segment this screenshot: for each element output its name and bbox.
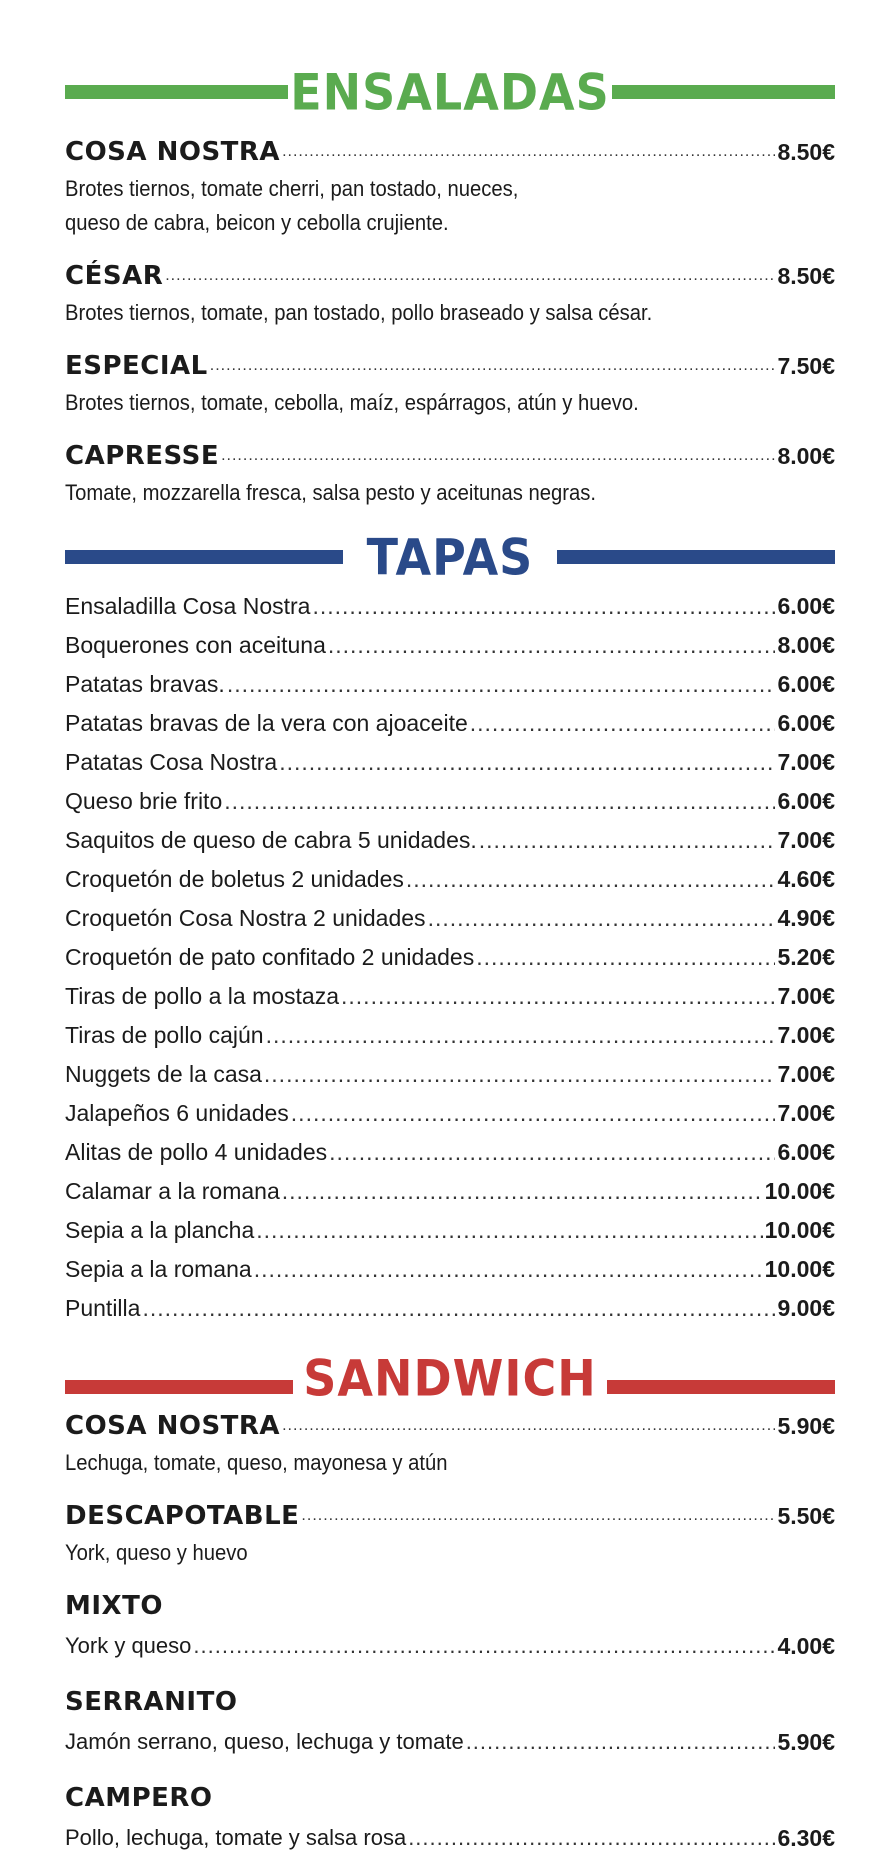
item-name: CÉSAR bbox=[65, 261, 164, 291]
item-description: Brotes tiernos, tomate, cebolla, maíz, espárragos, atún y huevo. bbox=[65, 390, 639, 415]
item-price: 6.00€ bbox=[777, 1139, 835, 1165]
item-name: Sepia a la romana bbox=[65, 1256, 252, 1282]
item-name: Patatas Cosa Nostra bbox=[65, 749, 278, 775]
list-item bbox=[65, 626, 835, 665]
leader-dots bbox=[221, 447, 775, 465]
leader-dots bbox=[282, 143, 775, 161]
item-price: 5.90€ bbox=[777, 1729, 835, 1755]
leader-dots bbox=[165, 267, 775, 285]
item-price: 9.00€ bbox=[777, 1295, 835, 1321]
leader-dots bbox=[256, 1217, 762, 1244]
leader-dots bbox=[408, 1821, 775, 1855]
list-item bbox=[65, 704, 835, 743]
leader-dots bbox=[341, 983, 775, 1010]
leader-dots bbox=[476, 944, 775, 971]
section-header-sandwich bbox=[65, 1350, 835, 1406]
item-price: 8.50€ bbox=[777, 262, 835, 289]
leader-dots bbox=[406, 866, 776, 893]
item-name: Queso brie frito bbox=[65, 788, 223, 814]
section-header-ensaladas bbox=[65, 64, 835, 120]
leader-dots bbox=[479, 827, 776, 854]
item-name: Patatas bravas. bbox=[65, 671, 225, 697]
item-price: 10.00€ bbox=[764, 1178, 835, 1204]
leader-dots bbox=[227, 671, 776, 698]
item-price: 4.00€ bbox=[777, 1633, 835, 1659]
item-price: 4.60€ bbox=[777, 866, 835, 892]
item-price: 5.50€ bbox=[777, 1502, 835, 1529]
menu-item bbox=[65, 132, 835, 240]
item-name: Nuggets de la casa bbox=[65, 1061, 262, 1087]
item-name: Croquetón de boletus 2 unidades bbox=[65, 866, 404, 892]
menu-item bbox=[65, 1496, 835, 1570]
item-price: 6.30€ bbox=[777, 1825, 835, 1851]
item-price: 10.00€ bbox=[764, 1256, 835, 1282]
item-name: Tiras de pollo cajún bbox=[65, 1022, 264, 1048]
list-item bbox=[65, 1094, 835, 1133]
leader-dots bbox=[279, 749, 775, 776]
menu-item bbox=[65, 436, 835, 510]
item-name: SERRANITO bbox=[65, 1687, 238, 1717]
item-price: 7.00€ bbox=[777, 749, 835, 775]
item-description: Brotes tiernos, tomate, pan tostado, pollo braseado y salsa césar. bbox=[65, 300, 653, 325]
item-name: DESCAPOTABLE bbox=[65, 1501, 300, 1531]
item-price: 5.20€ bbox=[777, 944, 835, 970]
item-price: 8.00€ bbox=[777, 442, 835, 469]
leader-dots bbox=[301, 1507, 775, 1525]
list-item bbox=[65, 587, 835, 626]
item-name: COSA NOSTRA bbox=[65, 137, 281, 167]
menu-item bbox=[65, 256, 835, 330]
leader-dots bbox=[291, 1100, 776, 1127]
item-price: 4.90€ bbox=[777, 905, 835, 931]
leader-dots bbox=[266, 1022, 776, 1049]
leader-dots bbox=[282, 1417, 775, 1435]
leader-dots bbox=[142, 1295, 775, 1322]
list-item bbox=[65, 1250, 835, 1289]
leader-dots bbox=[210, 357, 776, 375]
item-name: MIXTO bbox=[65, 1591, 163, 1621]
item-description: York y queso bbox=[65, 1633, 192, 1658]
item-price: 7.00€ bbox=[777, 1100, 835, 1126]
leader-dots bbox=[312, 593, 775, 620]
list-item bbox=[65, 1016, 835, 1055]
item-description: York, queso y huevo bbox=[65, 1540, 248, 1565]
item-price: 7.00€ bbox=[777, 1022, 835, 1048]
item-name: COSA NOSTRA bbox=[65, 1411, 281, 1441]
item-description: Jamón serrano, queso, lechuga y tomate bbox=[65, 1729, 464, 1754]
item-price: 7.50€ bbox=[777, 352, 835, 379]
menu-item bbox=[65, 1682, 835, 1762]
leader-dots bbox=[328, 632, 776, 659]
item-price: 7.00€ bbox=[777, 1061, 835, 1087]
item-name: Saquitos de queso de cabra 5 unidades. bbox=[65, 827, 477, 853]
leader-dots bbox=[470, 710, 776, 737]
item-price: 6.00€ bbox=[777, 710, 835, 736]
item-name: Tiras de pollo a la mostaza bbox=[65, 983, 340, 1009]
leader-dots bbox=[282, 1178, 763, 1205]
item-description: Lechuga, tomate, queso, mayonesa y atún bbox=[65, 1450, 448, 1475]
item-name: Boquerones con aceituna bbox=[65, 632, 326, 658]
leader-dots bbox=[224, 788, 775, 815]
item-price: 6.00€ bbox=[777, 671, 835, 697]
item-description: Tomate, mozzarella fresca, salsa pesto y aceitunas negras. bbox=[65, 480, 596, 505]
list-item bbox=[65, 1133, 835, 1172]
item-price: 10.00€ bbox=[764, 1217, 835, 1243]
list-item bbox=[65, 821, 835, 860]
list-item bbox=[65, 938, 835, 977]
section-title: SANDWICH bbox=[303, 1348, 597, 1408]
item-price: 8.00€ bbox=[777, 632, 835, 658]
tapas-list bbox=[65, 587, 835, 1328]
item-name: CAPRESSE bbox=[65, 441, 220, 471]
list-item bbox=[65, 1172, 835, 1211]
list-item bbox=[65, 977, 835, 1016]
item-name: CAMPERO bbox=[65, 1783, 213, 1813]
leader-dots bbox=[254, 1256, 763, 1283]
item-price: 6.00€ bbox=[777, 593, 835, 619]
list-item bbox=[65, 1289, 835, 1328]
item-name: Alitas de pollo 4 unidades bbox=[65, 1139, 328, 1165]
leader-dots bbox=[193, 1629, 775, 1663]
item-name: Patatas bravas de la vera con ajoaceite bbox=[65, 710, 468, 736]
item-price: 8.50€ bbox=[777, 138, 835, 165]
leader-dots bbox=[466, 1725, 776, 1759]
item-name: Puntilla bbox=[65, 1295, 141, 1321]
item-description: queso de cabra, beicon y cebolla crujiente. bbox=[65, 210, 449, 235]
list-item bbox=[65, 743, 835, 782]
item-description: Pollo, lechuga, tomate y salsa rosa bbox=[65, 1825, 407, 1850]
section-title: TAPAS bbox=[366, 527, 534, 587]
list-item bbox=[65, 1211, 835, 1250]
menu-item bbox=[65, 346, 835, 420]
section-tapas bbox=[65, 529, 835, 1328]
section-title: ENSALADAS bbox=[290, 62, 610, 122]
item-name: Croquetón Cosa Nostra 2 unidades bbox=[65, 905, 426, 931]
item-name: Jalapeños 6 unidades bbox=[65, 1100, 289, 1126]
item-price: 5.90€ bbox=[777, 1412, 835, 1439]
list-item bbox=[65, 899, 835, 938]
leader-dots bbox=[428, 905, 776, 932]
item-name: Calamar a la romana bbox=[65, 1178, 280, 1204]
list-item bbox=[65, 665, 835, 704]
section-sandwich bbox=[65, 1350, 835, 1874]
list-item bbox=[65, 782, 835, 821]
section-ensaladas bbox=[65, 64, 835, 526]
item-price: 7.00€ bbox=[777, 827, 835, 853]
item-price: 7.00€ bbox=[777, 983, 835, 1009]
item-name: Croquetón de pato confitado 2 unidades bbox=[65, 944, 475, 970]
menu-item bbox=[65, 1406, 835, 1480]
item-name: Ensaladilla Cosa Nostra bbox=[65, 593, 311, 619]
leader-dots bbox=[264, 1061, 776, 1088]
section-header-tapas bbox=[65, 529, 835, 585]
list-item bbox=[65, 1055, 835, 1094]
menu-item bbox=[65, 1586, 835, 1666]
item-description: Brotes tiernos, tomate cherri, pan tostado, nueces, bbox=[65, 176, 519, 201]
item-name: ESPECIAL bbox=[65, 351, 208, 381]
menu-item bbox=[65, 1778, 835, 1858]
item-name: Sepia a la plancha bbox=[65, 1217, 255, 1243]
list-item bbox=[65, 860, 835, 899]
leader-dots bbox=[329, 1139, 775, 1166]
item-price: 6.00€ bbox=[777, 788, 835, 814]
